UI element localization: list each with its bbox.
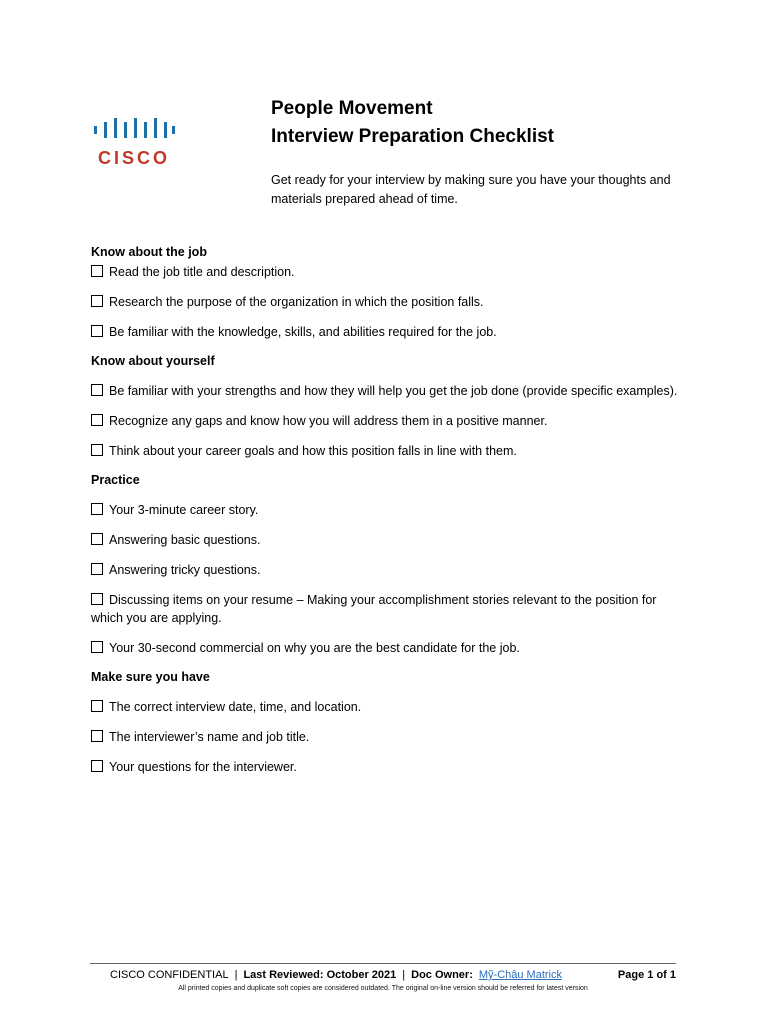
checklist-item: Be familiar with your strengths and how they will help you get the job done (provide specific examples).	[91, 382, 681, 400]
cisco-logo	[92, 114, 176, 170]
checklist-item: Your questions for the interviewer.	[91, 758, 681, 776]
section-heading-make-sure: Make sure you have	[91, 670, 210, 684]
checklist-item: Recognize any gaps and know how you will address them in a positive manner.	[91, 412, 681, 430]
doc-owner-link[interactable]: Mỹ-Châu Matrick	[478, 969, 562, 981]
footer-confidential: CISCO CONFIDENTIAL	[110, 969, 229, 981]
checkbox-icon[interactable]	[91, 730, 103, 742]
checkbox-icon[interactable]	[91, 563, 103, 575]
checkbox-icon[interactable]	[91, 593, 103, 605]
checklist-item: Be familiar with the knowledge, skills, and abilities required for the job.	[91, 323, 681, 341]
footer-last-reviewed: Last Reviewed: October 2021	[243, 969, 397, 981]
checkbox-icon[interactable]	[91, 760, 103, 772]
checklist-item: The interviewer’s name and job title.	[91, 728, 681, 746]
checkbox-icon[interactable]	[91, 325, 103, 337]
checklist-item: Your 3-minute career story.	[91, 501, 681, 519]
checkbox-icon[interactable]	[91, 295, 103, 307]
checkbox-icon[interactable]	[91, 384, 103, 396]
title-line-2: Interview Preparation Checklist	[271, 126, 554, 147]
title-line-1: People Movement	[271, 98, 433, 119]
checklist-item: Think about your career goals and how this position falls in line with them.	[91, 442, 681, 460]
footer-separator: |	[234, 969, 238, 981]
intro-paragraph: Get ready for your interview by making sure you have your thoughts and materials prepared ahead of time.	[271, 173, 671, 206]
checkbox-icon[interactable]	[91, 265, 103, 277]
checkbox-icon[interactable]	[91, 503, 103, 515]
checklist-item: The correct interview date, time, and location.	[91, 698, 681, 716]
checkbox-icon[interactable]	[91, 641, 103, 653]
footer-divider	[90, 963, 676, 964]
section-heading-job: Know about the job	[91, 245, 207, 259]
footer-note: All printed copies and duplicate soft copies are considered outdated. The original on-line version should be referred for latest version	[178, 985, 588, 992]
checkbox-icon[interactable]	[91, 414, 103, 426]
checklist-item: Read the job title and description.	[91, 263, 681, 281]
checklist-item: Answering tricky questions.	[91, 561, 681, 579]
cisco-logo-text: CISCO	[97, 148, 170, 168]
cisco-bars-icon	[92, 114, 176, 144]
page-footer	[90, 969, 676, 992]
footer-page-number: Page 1 of 1	[617, 969, 676, 981]
checkbox-icon[interactable]	[91, 444, 103, 456]
checklist-item: Research the purpose of the organization in which the position falls.	[91, 293, 681, 311]
checklist-item: Answering basic questions.	[91, 531, 681, 549]
checkbox-icon[interactable]	[91, 533, 103, 545]
checklist-item: Discussing items on your resume – Making your accomplishment stories relevant to the position for which you are applying.	[91, 593, 657, 625]
document-header	[271, 95, 691, 209]
footer-doc-owner-label: Doc Owner:	[411, 969, 473, 981]
footer-separator: |	[402, 969, 406, 981]
checklist-item: Your 30-second commercial on why you are the best candidate for the job.	[91, 639, 681, 657]
section-heading-practice: Practice	[91, 473, 140, 487]
section-heading-yourself: Know about yourself	[91, 354, 215, 368]
checklist	[91, 243, 681, 776]
checkbox-icon[interactable]	[91, 700, 103, 712]
